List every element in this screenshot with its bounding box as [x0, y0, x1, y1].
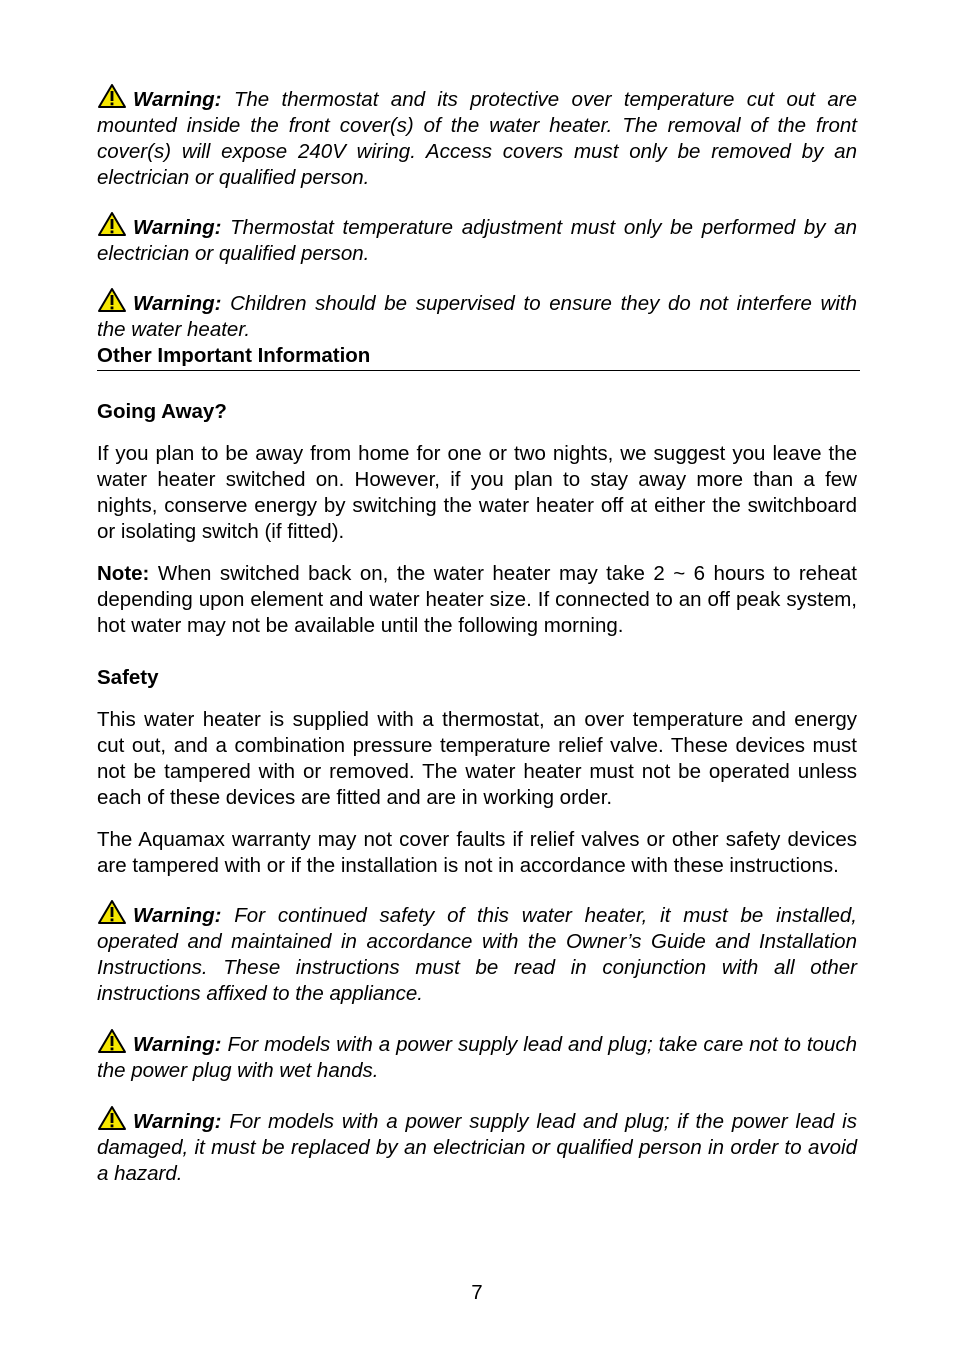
warning-children [97, 287, 857, 343]
warning-text: For models with a power supply lead and plug; take care not to touch the power plug with wet hands. [97, 1033, 857, 1082]
warning-text: For continued safety of this water heater, it must be installed, operated and maintained in accordance with the Owner’s Guide and Installation Instructions. These instructions must be read in conjunction with all other instructions affixed to the appliance. [97, 904, 857, 1005]
going-away-note [97, 561, 857, 639]
warning-label: Warning: [133, 1110, 222, 1133]
warning-triangle-icon [97, 1028, 127, 1054]
safety-paragraph-2: The Aquamax warranty may not cover faults if relief valves or other safety devices are tampered with or if the installation is not in accordance with these instructions. [97, 828, 857, 877]
warning-label: Warning: [133, 216, 222, 239]
warning-label: Warning: [133, 904, 222, 927]
warning-text: Children should be supervised to ensure they do not interfere with the water heater. [97, 292, 857, 341]
warning-triangle-icon [97, 1105, 127, 1131]
warning-thermostat-adjust [97, 211, 857, 267]
warning-thermostat-cover [97, 83, 857, 191]
warning-text: Thermostat temperature adjustment must only be performed by an electrician or qualified person. [97, 216, 857, 265]
warning-triangle-icon [97, 211, 127, 237]
note-label: Note: [97, 562, 150, 585]
safety-paragraph-1: This water heater is supplied with a thermostat, an over temperature and energy cut out, and a combination pressure temperature relief valve. These devices must not be tampered with or removed. The water heater must not be operated unless each of these devices are fitted and are in working order. [97, 708, 857, 809]
warning-label: Warning: [133, 1033, 222, 1056]
warning-text: The thermostat and its protective over temperature cut out are mounted inside the front cover(s) of the water heater. The removal of the front cover(s) will expose 240V wiring. Access covers must only be removed by an electrician or qualified person. [97, 88, 857, 189]
safety-heading: Safety [97, 666, 159, 689]
warning-text: For models with a power supply lead and plug; if the power lead is damaged, it must be replaced by an electrician or qualified person in order to avoid a hazard. [97, 1110, 857, 1185]
warning-wet-hands [97, 1028, 857, 1084]
document-page [97, 83, 857, 1187]
going-away-paragraph: If you plan to be away from home for one or two nights, we suggest you leave the water heater switched on. However, if you plan to stay away more than a few nights, conserve energy by switching the water heater off at either the switchboard or isolating switch (if fitted). [97, 442, 857, 543]
page-number: 7 [471, 1281, 483, 1304]
warning-damaged-lead [97, 1105, 857, 1187]
warning-label: Warning: [133, 88, 222, 111]
going-away-heading: Going Away? [97, 400, 227, 423]
warning-label: Warning: [133, 292, 222, 315]
note-text: When switched back on, the water heater may take 2 ~ 6 hours to reheat depending upon element and water heater size. If connected to an off peak system, hot water may not be available until the following morning. [97, 562, 857, 637]
warning-triangle-icon [97, 83, 127, 109]
section-title: Other Important Information [97, 343, 860, 371]
warning-triangle-icon [97, 287, 127, 313]
warning-triangle-icon [97, 899, 127, 925]
warning-continued-safety [97, 899, 857, 1007]
